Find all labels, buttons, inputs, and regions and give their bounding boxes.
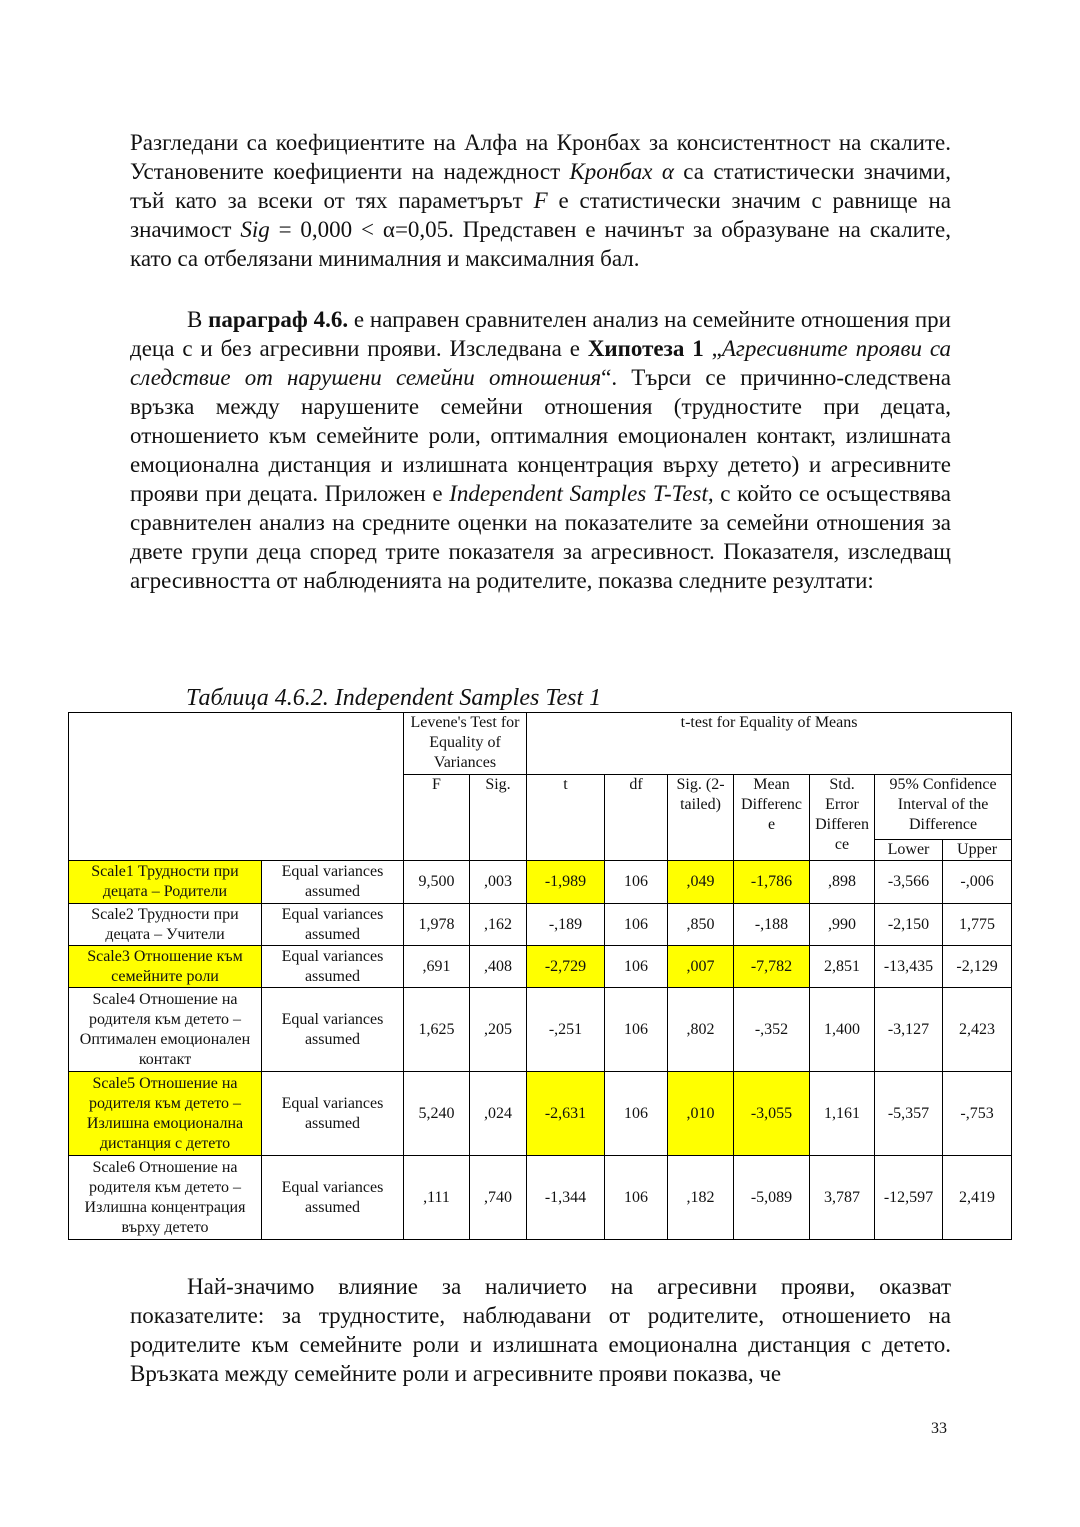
- para2-text-2: е направен сравнителен анализ на семейните отношения при деца с и без агресивни прояви. Изследвана е: [130, 307, 951, 361]
- ttest-header: t-test for Equality of Means: [527, 713, 1012, 775]
- scale-label: Scale1 Трудности при децата – Родители: [69, 861, 262, 904]
- sig-header: Sig.: [470, 775, 527, 861]
- std-err-value: 3,787: [810, 1156, 875, 1240]
- sig2-value: ,850: [668, 904, 734, 946]
- variance-label: Equal variances assumed: [262, 1156, 404, 1240]
- table-row: [69, 988, 1012, 1072]
- upper-value: 2,423: [943, 988, 1012, 1072]
- df-value: 106: [605, 904, 668, 946]
- variance-label: Equal variances assumed: [262, 946, 404, 988]
- table-caption: Таблица 4.6.2. Independent Samples Test 1: [186, 685, 602, 711]
- f-parameter: F: [533, 188, 548, 213]
- paragraph-hypothesis: [130, 305, 951, 595]
- lower-value: -13,435: [875, 946, 943, 988]
- table-row: [69, 861, 1012, 904]
- sig-value: ,205: [470, 988, 527, 1072]
- lower-value: -5,357: [875, 1072, 943, 1156]
- sig2-value: ,010: [668, 1072, 734, 1156]
- scale-label: Scale2 Трудности при децата – Учители: [69, 904, 262, 946]
- df-value: 106: [605, 988, 668, 1072]
- sig2-value: ,802: [668, 988, 734, 1072]
- std-err-value: 1,161: [810, 1072, 875, 1156]
- f-header: F: [404, 775, 470, 861]
- scale-label: Scale5 Отношение на родителя към детето – Излишна емоционална дистанция с детето: [69, 1072, 262, 1156]
- std-err-value: ,898: [810, 861, 875, 904]
- lower-value: -2,150: [875, 904, 943, 946]
- para2-text-4: “. Търси се причинно-следствена връзка между нарушените семейни отношения (трудностите при децата, отношението към семейните роли, оптималния емоционален контакт, излишната емоционална дистанция и излишната концентрация върху детето) и агресивните прояви при децата. Приложен е: [130, 365, 952, 506]
- levene-header: Levene's Test for Equality of Variances: [404, 713, 527, 775]
- paragraph-conclusion: [130, 1272, 951, 1388]
- para2-text-3: „: [703, 336, 722, 361]
- mean-diff-value: -3,055: [734, 1072, 810, 1156]
- ci-header: 95% Confidence Interval of the Difference: [875, 775, 1012, 840]
- upper-value: -2,129: [943, 946, 1012, 988]
- scale-label: Scale6 Отношение на родителя към детето – Излишна концентрация върху детето: [69, 1156, 262, 1240]
- scale-label: Scale3 Отношение към семейните роли: [69, 946, 262, 988]
- mean-diff-value: -,188: [734, 904, 810, 946]
- paragraph-cronbach: [130, 128, 951, 273]
- upper-header: Upper: [943, 840, 1012, 861]
- t-value: -2,631: [527, 1072, 605, 1156]
- df-header: df: [605, 775, 668, 861]
- para2-text-1: В: [187, 307, 209, 332]
- df-value: 106: [605, 1156, 668, 1240]
- std-err-header: Std. Error Differen ce: [810, 775, 875, 861]
- f-value: 5,240: [404, 1072, 470, 1156]
- sig-value: ,003: [470, 861, 527, 904]
- variance-label: Equal variances assumed: [262, 1072, 404, 1156]
- f-value: ,691: [404, 946, 470, 988]
- section-ref: параграф 4.6.: [208, 307, 349, 332]
- f-value: 9,500: [404, 861, 470, 904]
- header-empty-cell: [69, 713, 404, 861]
- variance-label: Equal variances assumed: [262, 861, 404, 904]
- cronbach-alpha-term: Кронбах α: [569, 159, 674, 184]
- mean-diff-value: -1,786: [734, 861, 810, 904]
- f-value: 1,625: [404, 988, 470, 1072]
- t-value: -1,989: [527, 861, 605, 904]
- std-err-value: 1,400: [810, 988, 875, 1072]
- f-value: ,111: [404, 1156, 470, 1240]
- t-value: -,251: [527, 988, 605, 1072]
- para1-text-1: Разгледани са коефициентите на Алфа на Кронбах за консистентност на скалите. Установените коефициенти на надеждност: [130, 130, 951, 184]
- table-row: [69, 1072, 1012, 1156]
- hypothesis-label: Хипотеза 1: [587, 336, 704, 361]
- sig2-value: ,182: [668, 1156, 734, 1240]
- table-row: [69, 1156, 1012, 1240]
- mean-diff-header: Mean Differenc e: [734, 775, 810, 861]
- sig-value: ,408: [470, 946, 527, 988]
- independent-samples-table: [68, 712, 1012, 1240]
- header-row-1: [69, 713, 1012, 775]
- t-value: -1,344: [527, 1156, 605, 1240]
- df-value: 106: [605, 1072, 668, 1156]
- sig-term: Sig: [240, 217, 270, 242]
- df-value: 106: [605, 861, 668, 904]
- t-value: -2,729: [527, 946, 605, 988]
- sig-value: ,162: [470, 904, 527, 946]
- mean-diff-value: -5,089: [734, 1156, 810, 1240]
- sig-value: ,740: [470, 1156, 527, 1240]
- para1-text-3: е статистически значим с равнище на значимост: [130, 188, 952, 242]
- table-row: [69, 946, 1012, 988]
- variance-label: Equal variances assumed: [262, 988, 404, 1072]
- df-value: 106: [605, 946, 668, 988]
- sig2-value: ,007: [668, 946, 734, 988]
- variance-label: Equal variances assumed: [262, 904, 404, 946]
- t-value: -,189: [527, 904, 605, 946]
- hypothesis-statement: Агресивните прояви са следствие от нарушени семейни отношения: [130, 336, 951, 390]
- para1-text-4: = 0,000 < α=0,05. Представен е начинът за образуване на скалите, като са отбелязани минималния и максималния бал.: [130, 217, 951, 271]
- upper-value: 1,775: [943, 904, 1012, 946]
- page-number: 33: [931, 1420, 947, 1437]
- std-err-value: ,990: [810, 904, 875, 946]
- std-err-value: 2,851: [810, 946, 875, 988]
- sig2-value: ,049: [668, 861, 734, 904]
- upper-value: 2,419: [943, 1156, 1012, 1240]
- f-value: 1,978: [404, 904, 470, 946]
- mean-diff-value: -7,782: [734, 946, 810, 988]
- sig-value: ,024: [470, 1072, 527, 1156]
- lower-value: -12,597: [875, 1156, 943, 1240]
- upper-value: -,006: [943, 861, 1012, 904]
- test-name: Independent Samples T-Test,: [449, 481, 714, 506]
- para1-text-2: са статистически значими, тъй като за всеки от тях параметърът: [130, 159, 951, 213]
- lower-value: -3,566: [875, 861, 943, 904]
- mean-diff-value: -,352: [734, 988, 810, 1072]
- sig2-header: Sig. (2-tailed): [668, 775, 734, 861]
- para2-text-5: с който се осъществява сравнителен анализ на средните оценки на показателите за семейни отношения за двете групи деца според трите показателя за агресивност. Показателя, изследващ агресивността от наблюденията на родителите, показва следните резултати:: [130, 481, 952, 593]
- lower-header: Lower: [875, 840, 943, 861]
- lower-value: -3,127: [875, 988, 943, 1072]
- scale-label: Scale4 Отношение на родителя към детето – Оптимален емоционален контакт: [69, 988, 262, 1072]
- table-row: [69, 904, 1012, 946]
- upper-value: -,753: [943, 1072, 1012, 1156]
- para3-text: Най-значимо влияние за наличието на агресивни прояви, оказват показателите: за трудностите, наблюдавани от родителите, отношението на родителите към семейните роли и излишната емоционална дистанция с детето. Връзката между семейните роли и агресивните прояви показва, че: [130, 1274, 951, 1386]
- t-header: t: [527, 775, 605, 861]
